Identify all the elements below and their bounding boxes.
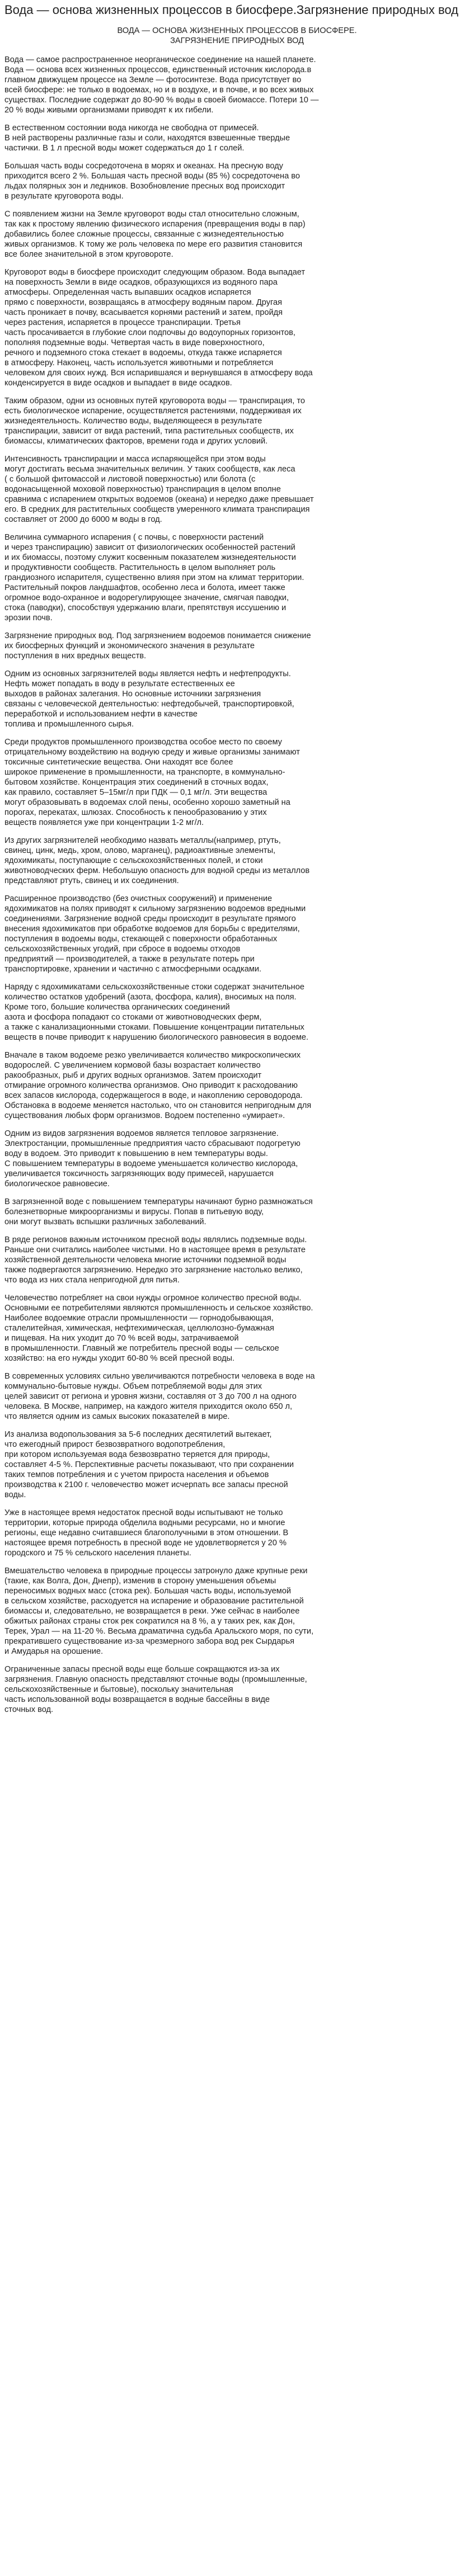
paragraph: Таким образом, одни из основных путей круговорота воды — транспирация, то есть биологическое испарение, осуществляется растениями, поддерживая их жизнедеятельность. Количество воды, выделяющееся в результате транспирации, зависит от вида растений, типа растительных сообществ, их биомассы, климатических факторов, времени года и других условий. xyxy=(4,397,305,446)
paragraph: Одним из основных загрязнителей воды является нефть и нефтепродукты. Нефть может попадать в воду в результате естественных ее выходов в районах залегания. Но основные источники загрязнения связаны с человеческой деятельностью: нефтедобычей, транспортировкой, переработкой и использованием нефти в качестве топлива и промышленного сырья. xyxy=(4,669,294,729)
paragraph: Интенсивность транспирации и масса испаряющейся при этом воды могут достигать весьма значительных величин. У таких сообществ, как леса ( с большой фитомассой и листовой поверхностью) или болота (с водонасыщенной моховой поверхностью) транспирация в целом вполне сравнима с испарением открытых водоемов (океана) и нередко даже превышает его. В средних для растительных сообществ умеренного климата транспирация составляет от 2000 до 6000 м воды в год. xyxy=(4,455,314,524)
paragraph: Одним из видов загрязнения водоемов является тепловое загрязнение. Электростанции, промышленные предприятия часто сбрасывают подогретую воду в водоем. Это приводит к повышению в нем температуры воды. С повышением температуры в водоеме уменьшается количество кислорода, увеличивается токсичность загрязняющих воду примесей, нарушается биологическое равновесие. xyxy=(4,1129,301,1188)
paragraph: Вода — самое распространенное неорганическое соединение на нашей планете. Вода — основа всех жизненных процессов, единственный источник кислорода.в главном движущем процессе на Земле — фотосинтезе. Вода присутствует во всей биосфере: не только в водоемах, но и в воздухе, и в почве, и во всех живых существах. Последние содержат до 80-90 % воды в своей биомассе. Потери 10 — 20 % воды живыми организмами приводят к их гибели. xyxy=(4,55,319,115)
paragraph: Загрязнение природных вод. Под загрязнением водоемов понимается снижение их биосферных функций и экономического значения в результате поступления в них вредных веществ. xyxy=(4,631,311,660)
paragraph: В ряде регионов важным источником пресной воды являлись подземные воды. Раньше они считались наиболее чистыми. Но в настоящее время в результате хозяйственной деятельности человека многие источники подземной воды также подвергаются загрязнению. Нередко это загрязнение настолько велико, что вода из них стала непригодной для питья. xyxy=(4,1235,307,1285)
paragraph: Среди продуктов промышленного производства особое место по своему отрицательному воздействию на водную среду и живые организмы занимают токсичные синтетические вещества. Они находят все более широкое применение в промышленности, на транспорте, в коммунально- бытовом хозяйстве. Концентрация этих соединений в сточных водах, как правило, составляет 5–15мг/л при ПДК — 0,1 мг/л. Эти вещества могут образовывать в водоемах слой пены, особенно хорошо заметный на порогах, перекатах, шлюзах. Способность к пенообразованию у этих веществ появляется уже при концентрации 1-2 мг/л. xyxy=(4,738,300,827)
paragraph: Расширенное производство (без очистных сооружений) и применение ядохимикатов на полях приводят к сильному загрязнению водоемов вредными соединениями. Загрязнение водной среды происходит в результате прямого внесения ядохимикатов при обработке водоемов для борьбы с вредителями, поступления в водоемы воды, стекающей с поверхности обработанных сельскохозяйственных угодий, при сбросе в водоемы отходов предприятий — производителей, а также в результате потерь при транспортировке, хранении и частично с атмосферными осадками. xyxy=(4,894,306,974)
paragraph: Уже в настоящее время недостаток пресной воды испытывают не только территории, которые природа обделила водными ресурсами, но и многие регионы, еще недавно считавшиеся благополучными в этом отношении. В настоящее время потребность в пресной воде не удовлетворяется у 20 % городского и 75 % сельского населения планеты. xyxy=(4,1508,289,1558)
document-body xyxy=(4,55,470,1715)
paragraph: В загрязненной воде с повышением температуры начинают бурно размножаться болезнетворные микроорганизмы и вирусы. Попав в питьевую воду, они могут вызвать вспышки различных заболеваний. xyxy=(4,1197,313,1226)
paragraph: Наряду с ядохимикатами сельскохозяйственные стоки содержат значительное количество остатков удобрений (азота, фосфора, калия), вносимых на поля. Кроме того, большие количества органических соединений азота и фосфора попадают со стоками от животноводческих ферм, а также с канализационными стоками. Повышение концентрации питательных веществ в почве приводит к нарушению биологического равновесия в водоеме. xyxy=(4,983,309,1042)
document-title: Вода — основа жизненных процессов в биосфере.Загрязнение природных вод xyxy=(4,3,459,17)
paragraph: Из анализа водопользования за 5-6 последних десятилетий вытекает, что ежегодный прирост безвозвратного водопотребления, при котором используемая вода безвозвратно теряется для природы, составляет 4-5 %. Перспективные расчеты показывают, что при сохранении таких темпов потребления и с учетом прироста населения и объемов производства к 2100 г. человечество может исчерпать все запасы пресной воды. xyxy=(4,1430,294,1499)
paragraph: Вмешательство человека в природные процессы затронуло даже крупные реки (такие, как Волга, Дон, Днепр), изменив в сторону уменьшения объемы переносимых водных масс (стока рек). Большая часть воды, используемой в сельском хозяйстве, расходуется на испарение и образование растительной биомассы и, следовательно, не возвращается в реки. Уже сейчас в наиболее обжитых районах страны сток рек сократился на 8 %, а у таких рек, как Дон, Терек, Урал — на 11-20 %. Весьма драматична судьба Аральского моря, по сути, прекратившего существование из-за чрезмерного забора вод рек Сырдарья и Амударья на орошение. xyxy=(4,1567,314,1656)
paragraph: Человечество потребляет на свои нужды огромное количество пресной воды. Основными ее потребителями являются промышленность и сельское хозяйство. Наиболее водоемкие отрасли промышленности — горнодобывающая, сталелитейная, химическая, нефтехимическая, целлюлозно-бумажная и пищевая. На них уходит до 70 % всей воды, затрачиваемой в промышленности. Главный же потребитель пресной воды — сельское хозяйство: на его нужды уходит 60-80 % всей пресной воды. xyxy=(4,1294,313,1363)
paragraph: Величина суммарного испарения ( с почвы, с поверхности растений и через транспирацию) зависит от физиологических особенностей растений и их биомассы, поэтому служит косвенным показателем жизнедеятельности и продуктивности сообществ. Растительность в целом выполняет роль грандиозного испарителя, существенно влияя при этом на климат территории. Растительный покров ландшафтов, особенно леса и болота, имеет также огромное водо-охранное и водорегулирующее значение, смягчая паводки, стока (паводки), способствуя удержанию влаги, препятствуя иссушению и эрозии почв. xyxy=(4,533,304,622)
paragraph: Из других загрязнителей необходимо назвать металлы(например, ртуть, свинец, цинк, медь, хром, олово, марганец), радиоактивные элементы, ядохимикаты, поступающие с сельскохозяйственных полей, и стоки животноводческих ферм. Небольшую опасность для водной среды из металлов представляют ртуть, свинец и их соединения. xyxy=(4,836,310,885)
paragraph: Вначале в таком водоеме резко увеличивается количество микроскопических водорослей. С увеличением кормовой базы возрастает количество ракообразных, рыб и других водных организмов. Затем происходит отмирание огромного количества организмов. Оно приводит к расходованию всех запасов кислорода, содержащегося в воде, и накоплению сероводорода. Обстановка в водоеме меняется настолько, что он становится непригодным для существования любых форм организмов. Водоем постепенно «умирает». xyxy=(4,1051,312,1120)
paragraph: С появлением жизни на Земле круговорот воды стал относительно сложным, так как к простому явлению физического испарения (превращения воды в пар) добавились более сложные процессы, связанные с жизнедеятельностью живых организмов. К тому же роль человека по мере его развития становится все более значительной в этом круговороте. xyxy=(4,210,306,259)
paragraph: Большая часть воды сосредоточена в морях и океанах. На пресную воду приходится всего 2 %. Большая часть пресной воды (85 %) сосредоточена во льдах полярных зон и ледников. Возобновление пресных вод происходит в результате круговорота воды. xyxy=(4,162,300,201)
document-subtitle: ВОДА — ОСНОВА ЖИЗНЕННЫХ ПРОЦЕССОВ В БИОСФЕРЕ. ЗАГРЯЗНЕНИЕ ПРИРОДНЫХ ВОД xyxy=(117,26,357,45)
paragraph: В естественном состоянии вода никогда не свободна от примесей. В ней растворены различные газы и соли, находятся взвешенные твердые частички. В 1 л пресной воды может содержаться до 1 г солей. xyxy=(4,124,290,153)
paragraph: В современных условиях сильно увеличиваются потребности человека в воде на коммунально-бытовые нужды. Объем потребляемой воды для этих целей зависит от региона и уровня жизни, составляя от 3 до 700 л на одного человека. В Москве, например, на каждого жителя приходится около 650 л, что является одним из самых высоких показателей в мире. xyxy=(4,1372,315,1421)
paragraph: Круговорот воды в биосфере происходит следующим образом. Вода выпадает на поверхность Земли в виде осадков, образующихся из водяного пара атмосферы. Определенная часть выпавших осадков испаряется прямо с поверхности, возвращаясь в атмосферу водяным паром. Другая часть проникает в почву, всасывается корнями растений и затем, пройдя через растения, испаряется в процессе транспирации. Третья часть просачивается в глубокие слои подпочвы до водоупорных горизонтов, пополняя подземные воды. Четвертая часть в виде поверхностного, речного и подземного стока стекает в водоемы, откуда также испаряется в атмосферу. Наконец, часть используется животными и потребляется человеком для своих нужд. Вся испарившаяся и вернувшаяся в атмосферу вода конденсируется в виде осадков и выпадает в виде осадков. xyxy=(4,268,313,388)
paragraph: Ограниченные запасы пресной воды еще больше сокращаются из-за их загрязнения. Главную опасность представляют сточные воды (промышленные, сельскохозяйственные и бытовые), поскольку значительная часть использованной воды возвращается в водные бассейны в виде сточных вод. xyxy=(4,1665,307,1714)
